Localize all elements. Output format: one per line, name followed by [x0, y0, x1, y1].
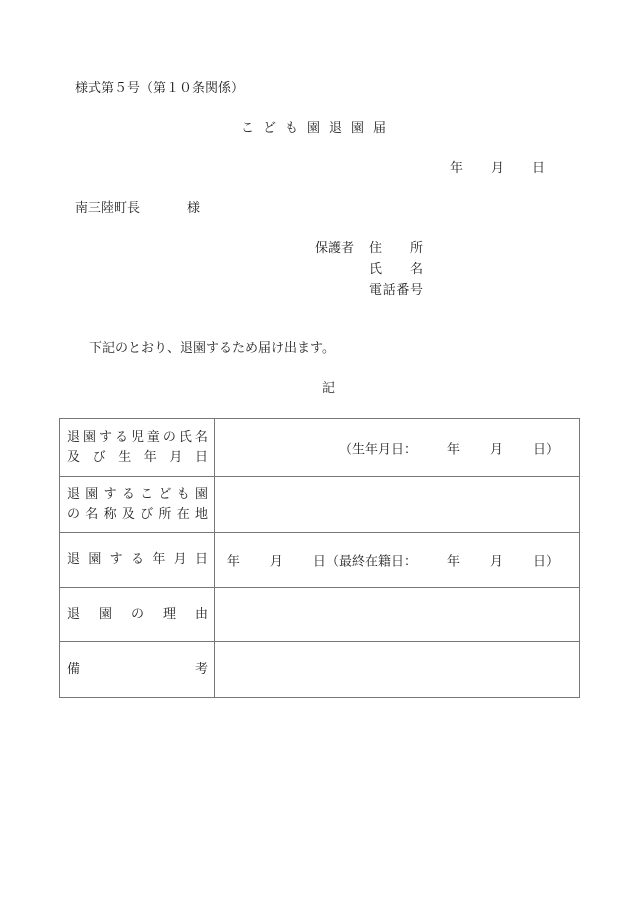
statement-text: 下記のとおり、退園するため届け出ます。: [89, 341, 335, 356]
char: ど: [158, 486, 172, 502]
day-label: 日: [312, 554, 326, 570]
char: 児: [130, 429, 144, 445]
char: 園: [82, 429, 96, 445]
char: 話: [382, 283, 396, 298]
char: 番: [396, 283, 410, 298]
char: こ: [140, 486, 154, 502]
document-title: こども園退園届: [241, 121, 396, 136]
year-label: 年: [226, 554, 240, 570]
char: す: [98, 429, 112, 445]
char: 園: [98, 606, 112, 622]
char: 園: [194, 486, 208, 502]
child-name-field[interactable]: [215, 419, 580, 477]
char: 名: [194, 429, 208, 445]
month-label: 月: [489, 554, 503, 570]
day-label: 日）: [532, 554, 559, 570]
char: 名: [409, 262, 423, 277]
last-enrollment-prefix: （最終在籍日：: [325, 554, 417, 570]
guardian-phone-label: [369, 284, 423, 297]
char: 所: [158, 506, 172, 522]
reason-field[interactable]: [215, 588, 580, 642]
char: の: [67, 506, 81, 522]
char: 退: [67, 552, 81, 567]
char: 号: [409, 283, 423, 298]
char: 童: [146, 429, 160, 445]
char: び: [92, 449, 106, 465]
row-label: [60, 642, 215, 698]
char: 在: [176, 506, 190, 522]
table-row-remarks: [60, 642, 580, 698]
char: 園: [88, 552, 102, 567]
char: 日: [194, 449, 208, 465]
char: る: [114, 429, 128, 445]
char: 住: [369, 241, 383, 256]
char: も: [176, 486, 190, 502]
char: る: [121, 486, 135, 502]
facility-name-address-field[interactable]: [215, 477, 580, 533]
day-label: 日: [532, 161, 546, 176]
char: す: [109, 552, 123, 567]
char: 退: [67, 429, 81, 445]
year-label: 年: [446, 442, 460, 457]
birthdate-field: [339, 438, 559, 457]
char: 備: [67, 661, 81, 677]
honorific: 様: [187, 201, 201, 216]
char: 由: [194, 606, 208, 622]
guardian-address-label: [369, 242, 423, 255]
char: び: [140, 506, 154, 522]
char: 年: [143, 449, 157, 465]
guardian-label: 保護者: [315, 241, 355, 256]
row-label: [60, 533, 215, 588]
table-row-facility: [60, 477, 580, 533]
char: 月: [169, 449, 183, 465]
month-label: 月: [489, 442, 503, 457]
year-label: 年: [446, 554, 460, 570]
char: 月: [173, 552, 187, 567]
char: 退: [67, 486, 81, 502]
guardian-name-label: [369, 263, 423, 276]
char: 称: [103, 506, 117, 522]
char: 理: [162, 606, 176, 622]
table-row-reason: [60, 588, 580, 642]
day-label: 日）: [532, 442, 559, 457]
char: 所: [409, 241, 423, 256]
row-label: [60, 419, 215, 477]
month-label: 月: [491, 161, 505, 176]
withdrawal-date-field[interactable]: [215, 533, 580, 588]
table-row-withdrawal-date: [60, 533, 580, 588]
ki-heading: 記: [322, 381, 336, 396]
char: 地: [194, 506, 208, 522]
char: 退: [67, 606, 81, 622]
withdrawal-form-table: [59, 418, 580, 698]
char: 氏: [369, 262, 383, 277]
char: 園: [85, 486, 99, 502]
char: 氏: [178, 429, 192, 445]
char: る: [130, 552, 144, 567]
char: 及: [121, 506, 135, 522]
char: 電: [369, 283, 383, 298]
submission-date: [450, 162, 545, 175]
addressee: [75, 202, 200, 215]
withdrawal-date-values: [227, 551, 559, 570]
char: す: [103, 486, 117, 502]
char: 日: [194, 552, 208, 567]
char: 名: [85, 506, 99, 522]
table-row-child-name: [60, 419, 580, 477]
char: 及: [67, 449, 81, 465]
birthdate-prefix: （生年月日：: [338, 442, 417, 457]
char: の: [130, 606, 144, 622]
row-label: [60, 588, 215, 642]
char: 年: [152, 552, 166, 567]
year-label: 年: [450, 161, 464, 176]
row-label: [60, 477, 215, 533]
char: 考: [194, 661, 208, 677]
addressee-name: 南三陸町長: [75, 201, 141, 216]
remarks-field[interactable]: [215, 642, 580, 698]
char: 生: [118, 449, 132, 465]
month-label: 月: [269, 554, 283, 570]
char: の: [162, 429, 176, 445]
form-number: 様式第５号（第１０条関係）: [75, 81, 245, 96]
